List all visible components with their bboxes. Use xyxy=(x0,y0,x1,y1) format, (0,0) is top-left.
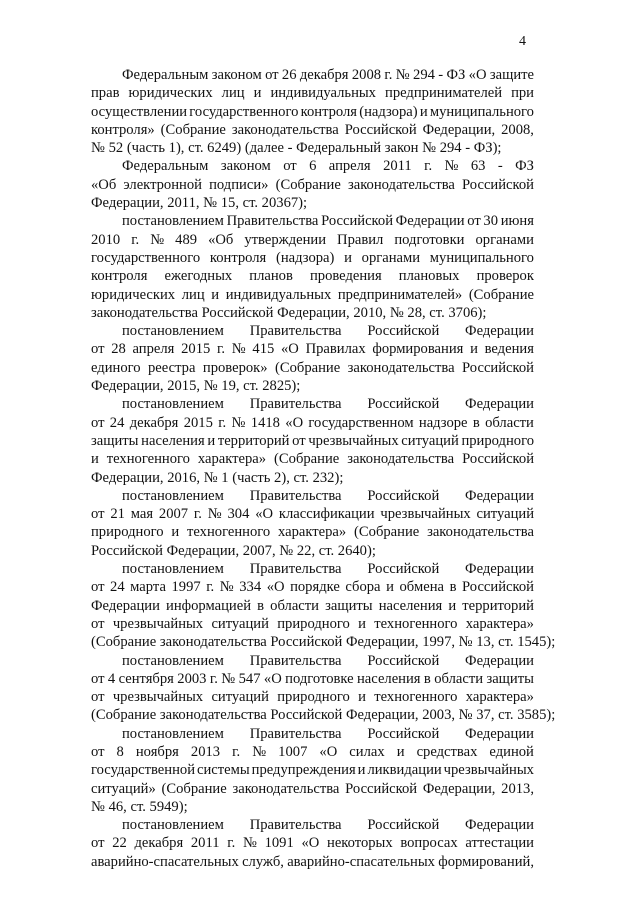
text-line: № 52 (часть 1), ст. 6249) (далее - Федеральный закон № 294 - ФЗ); xyxy=(91,140,502,157)
text-line: аварийно-спасательных служб, аварийно-спасательных формирований, xyxy=(91,853,534,870)
paragraph xyxy=(91,487,534,560)
text-line: от 8 ноября 2013 г. № 1007 «О силах и средствах единой xyxy=(91,743,534,760)
text-line: «Об электронной подписи» (Собрание законодательства Российской xyxy=(91,176,534,193)
text-line: постановлением Правительства Российской Федерации xyxy=(122,817,534,834)
page-number: 4 xyxy=(519,34,526,49)
text-line: № 46, ст. 5949); xyxy=(91,798,188,815)
text-line: ситуаций» (Собрание законодательства Российской Федерации, 2013, xyxy=(91,780,534,797)
text-line: государственного контроля (надзора) и органами муниципального xyxy=(91,249,534,266)
text-line: постановлением Правительства Российской Федерации xyxy=(122,396,534,413)
text-line: осуществлении государственного контроля (надзора) и муниципального xyxy=(91,103,534,120)
text-line: Федерации информацией в области защиты населения и территорий xyxy=(91,597,534,614)
text-line: постановлением Правительства Российской Федерации xyxy=(122,561,534,578)
text-line: прав юридических лиц и индивидуальных предпринимателей при xyxy=(91,85,534,102)
paragraph xyxy=(91,157,534,212)
text-line: защиты населения и территорий от чрезвычайных ситуаций природного xyxy=(91,432,534,449)
text-line: государственной системы предупреждения и ликвидации чрезвычайных xyxy=(91,762,534,779)
paragraph xyxy=(91,322,534,395)
text-line: постановлением Правительства Российской Федерации xyxy=(122,487,534,504)
text-line: Федерации, 2011, № 15, ст. 20367); xyxy=(91,195,308,212)
text-line: законодательства Российской Федерации, 2010, № 28, ст. 3706); xyxy=(91,304,487,321)
text-line: единого реестра проверок» (Собрание законодательства Российской xyxy=(91,359,534,376)
text-line: контроля ежегодных планов проведения плановых проверок xyxy=(91,268,534,285)
text-line: Федеральным законом от 6 апреля 2011 г. № 63 - ФЗ xyxy=(122,158,534,175)
text-line: постановлением Правительства Российской Федерации xyxy=(122,323,534,340)
text-line: постановлением Правительства Российской Федерации от 30 июня xyxy=(122,213,534,230)
text-line: 2010 г. № 489 «Об утверждении Правил подготовки органами xyxy=(91,231,534,248)
text-line: Федерации, 2016, № 1 (часть 2), ст. 232); xyxy=(91,469,344,486)
paragraph xyxy=(91,395,534,486)
text-line: от 4 сентября 2003 г. № 547 «О подготовке населения в области защиты xyxy=(91,670,534,687)
text-line: юридических лиц и индивидуальных предпринимателей» (Собрание xyxy=(91,286,534,303)
text-line: постановлением Правительства Российской Федерации xyxy=(122,652,534,669)
text-line: от 24 марта 1997 г. № 334 «О порядке сбора и обмена в Российской xyxy=(91,579,534,596)
paragraph xyxy=(91,212,534,322)
text-line: Федеральным законом от 26 декабря 2008 г. № 294 - ФЗ «О защите xyxy=(122,67,534,83)
text-line: от чрезвычайных ситуаций природного и техногенного характера» xyxy=(91,689,534,706)
text-line: постановлением Правительства Российской Федерации xyxy=(122,725,534,742)
text-line: от 24 декабря 2015 г. № 1418 «О государственном надзоре в области xyxy=(91,414,534,431)
text-line: природного и техногенного характера» (Собрание законодательства xyxy=(91,524,534,541)
text-line: и техногенного характера» (Собрание законодательства Российской xyxy=(91,451,534,468)
text-line: Российской Федерации, 2007, № 22, ст. 2640); xyxy=(91,542,376,559)
document-body xyxy=(91,66,556,871)
text-line: контроля» (Собрание законодательства Российской Федерации, 2008, xyxy=(91,121,534,138)
paragraph xyxy=(91,66,534,157)
text-line: от чрезвычайных ситуаций природного и техногенного характера» xyxy=(91,615,534,632)
paragraph xyxy=(91,560,556,651)
text-line: от 22 декабря 2011 г. № 1091 «О некоторых вопросах аттестации xyxy=(91,835,534,852)
text-line: от 28 апреля 2015 г. № 415 «О Правилах формирования и ведения xyxy=(91,341,534,358)
paragraph xyxy=(91,725,534,816)
paragraph xyxy=(91,652,556,725)
text-line: от 21 мая 2007 г. № 304 «О классификации чрезвычайных ситуаций xyxy=(91,506,534,523)
paragraph xyxy=(91,816,534,871)
text-line: (Собрание законодательства Российской Федерации, 2003, № 37, ст. 3585); xyxy=(91,707,556,724)
text-line: (Собрание законодательства Российской Федерации, 1997, № 13, ст. 1545); xyxy=(91,634,556,651)
text-line: Федерации, 2015, № 19, ст. 2825); xyxy=(91,378,301,395)
